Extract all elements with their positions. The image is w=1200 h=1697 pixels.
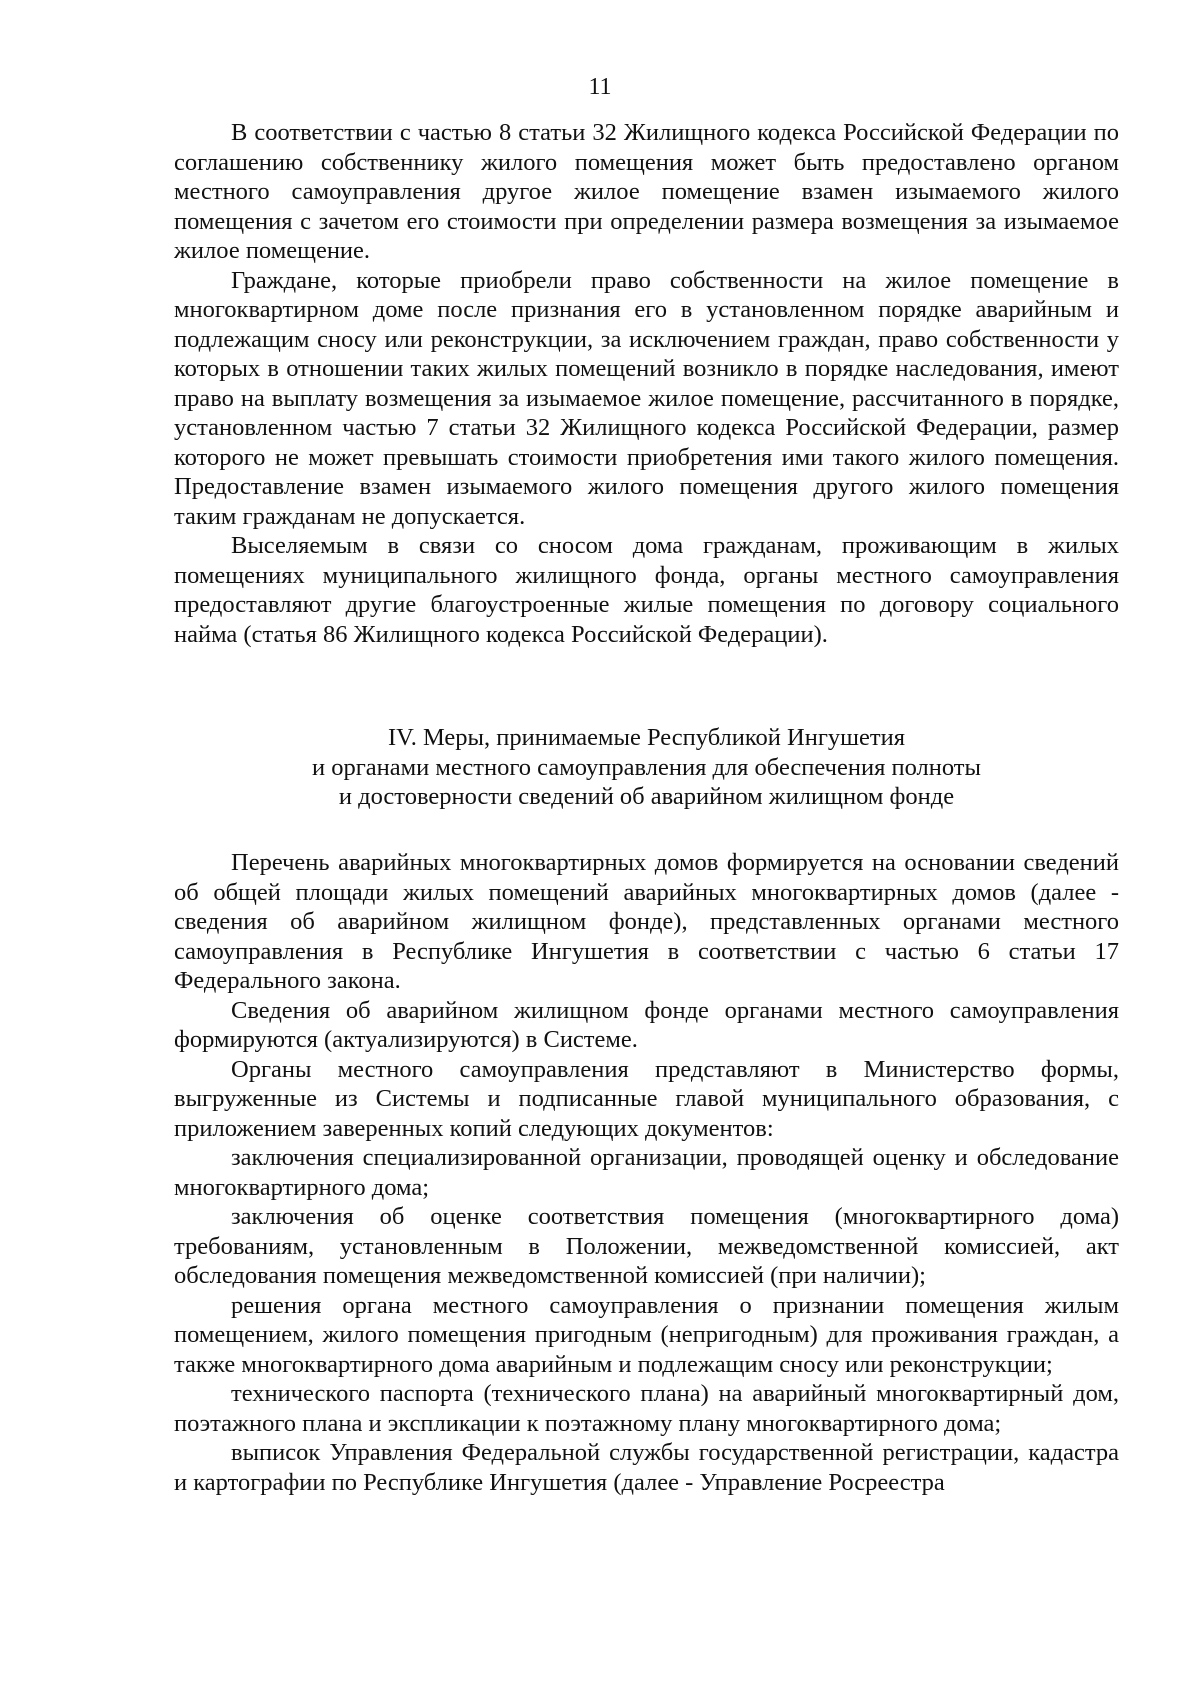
list-item-document: технического паспорта (технического плана) на аварийный многоквартирный дом, поэтажного плана и экспликации к поэтажному плану многоквартирного дома; [174, 1380, 1119, 1437]
paragraph-list-formation: Перечень аварийных многоквартирных домов формируется на основании сведений об общей площади жилых помещений аварийных многоквартирных домов (далее - сведения об аварийном жилищном фонде), представленных органами местного самоуправления в Республике Ингушетия в соответствии с частью 6 статьи 17 Федерального закона. [174, 849, 1119, 994]
section-heading-line: и органами местного самоуправления для обеспечения полноты [312, 753, 981, 781]
section-after-text [174, 848, 1119, 1497]
section-heading-line: и достоверности сведений об аварийном жилищном фонде [338, 783, 955, 810]
section-before-text [174, 118, 1119, 649]
section-heading-line: IV. Меры, принимаемые Республикой Ингушетия [388, 724, 905, 751]
paragraph-article-32-part-8: В соответствии с частью 8 статьи 32 Жилищного кодекса Российской Федерации по соглашению собственнику жилого помещения может быть предоставлено органом местного самоуправления другое жилое помещение взамен изымаемого жилого помещения с зачетом его стоимости при определении размера возмещения за изымаемое жилое помещение. [174, 119, 1119, 264]
paragraph-system-data: Сведения об аварийном жилищном фонде органами местного самоуправления формируются (актуализируются) в Системе. [174, 996, 1119, 1053]
list-item-document: заключения специализированной организации, проводящей оценку и обследование многоквартирного дома; [174, 1144, 1119, 1201]
paragraph-evicted-citizens: Выселяемым в связи со сносом дома гражданам, проживающим в жилых помещениях муниципального жилищного фонда, органы местного самоуправления предоставляют другие благоустроенные жилые помещения по договору социального найма (статья 86 Жилищного кодекса Российской Федерации). [174, 532, 1119, 648]
page-number: 11 [588, 74, 612, 100]
list-item-document: решения органа местного самоуправления о признании помещения жилым помещением, жилого помещения пригодным (непригодным) для проживания граждан, а также многоквартирного дома аварийным и подлежащим сносу или реконструкции; [174, 1291, 1119, 1378]
paragraph-submission: Органы местного самоуправления представляют в Министерство формы, выгруженные из Системы и подписанные главой муниципального образования, с приложением заверенных копий следующих документов: [174, 1055, 1119, 1142]
paragraph-citizens-ownership: Граждане, которые приобрели право собственности на жилое помещение в многоквартирном доме после признания его в установленном порядке аварийным и подлежащим сносу или реконструкции, за исключением граждан, право собственности у которых в отношении таких жилых помещений возникло в порядке наследования, имеют право на выплату возмещения за изымаемое жилое помещение, рассчитанного в порядке, установленном частью 7 статьи 32 Жилищного кодекса Российской Федерации, размер которого не может превышать стоимости приобретения ими такого жилого помещения. Предоставление взамен изымаемого жилого помещения другого жилого помещения таким гражданам не допускается. [174, 266, 1119, 530]
list-item-document: заключения об оценке соответствия помещения (многоквартирного дома) требованиям, установленным в Положении, межведомственной комиссией, акт обследования помещения межведомственной комиссией (при наличии); [174, 1203, 1119, 1289]
list-item-document: выписок Управления Федеральной службы государственной регистрации, кадастра и картографии по Республике Ингушетия (далее - Управление Росреестра [174, 1439, 1119, 1496]
section-heading [174, 723, 1119, 812]
